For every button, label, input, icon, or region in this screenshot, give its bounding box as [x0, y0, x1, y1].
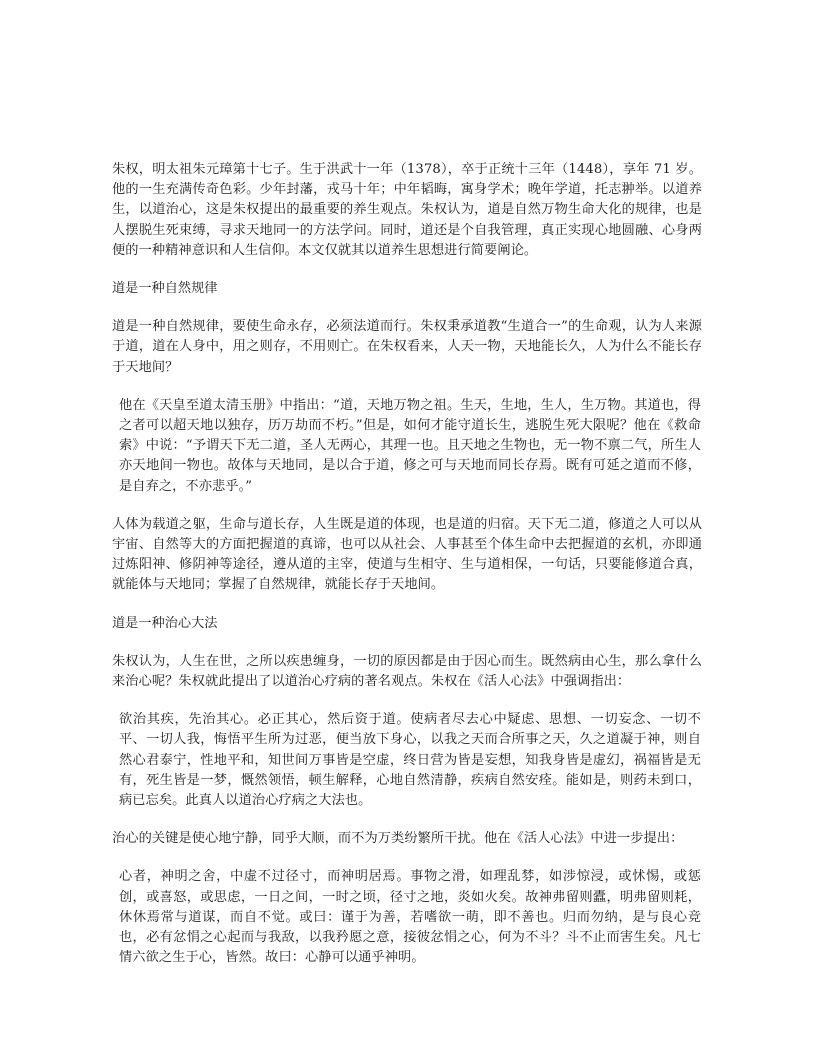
section-heading-heart-method: 道是一种治心大法	[112, 615, 218, 631]
paragraph-quote-yuce: 他在《天皇至道太清玉册》中指出：“道，天地万物之祖。生天，生地，生人，生万物。其道也，得之者可以超天地以独存，历万劫而不朽。”但是，如何才能守道长生，逃脱生死大限呢？他在《救命索》中说：“予谓天下无二道，圣人无两心，其理一也。且天地之生物也，无一物不禀二气，所生人亦天地间一物也。故体与天地同，是以合于道，修之可与天地而同长存焉。既有可延之道而不修，是自弃之，不亦悲乎。”	[119, 397, 701, 494]
paragraph-heart-cure: 朱权认为，人生在世，之所以疾患缠身，一切的原因都是由于因心而生。既然病由心生，那么拿什么来治心呢？朱权就此提出了以道治心疗病的著名观点。朱权在《活人心法》中强调指出：	[112, 653, 702, 690]
paragraph-key-quiet: 治心的关键是使心地宁静，同乎大顺，而不为万类纷繁所干扰。他在《活人心法》中进一步提出：	[112, 831, 684, 847]
paragraph-natural-law: 道是一种自然规律，要使生命永存，必须法道而行。朱权秉承道教“生道合一”的生命观，认为人来源于道，道在人身中，用之则存，不用则亡。在朱权看来，人天一物，天地能长久，人为什么不能长存于天地间？	[112, 319, 702, 375]
document-body	[112, 160, 702, 969]
paragraph-quote-heart: 心者，神明之舍，中虚不过径寸，而神明居焉。事物之滑，如理乱棼，如涉惊浸，或怵惕，或惩创，或喜怒，或思虑，一日之间，一时之顷，径寸之地，炎如火矣。故神弗留则蠹，明弗留则耗，休休焉常与道谋，而自不觉。或曰：谨于为善，若嗜欲一萌，即不善也。归而勿纳，是与良心竞也，必有忿悁之心起而与我敌，以我矜愿之意，接彼忿悁之心，何为不斗？斗不止而害生矣。凡七情六欲之生于心，皆然。故曰：心静可以通乎神明。	[119, 869, 701, 966]
paragraph-intro: 朱权，明太祖朱元璋第十七子。生于洪武十一年（1378），卒于正统十三年（1448），享年 71 岁。他的一生充满传奇色彩。少年封藩，戎马十年；中年韬晦，寓身学术；晚年学道，托志翀举。以道养生，以道治心，这是朱权提出的最重要的养生观点。朱权认为，道是自然万物生命大化的规律，也是人摆脱生死束缚，寻求天地同一的方法学问。同时，道还是个自我管理，真正实现心地圆融、心身两便的一种精神意识和人生信仰。本文仅就其以道养生思想进行简要阐论。	[112, 162, 702, 258]
paragraph-quote-cure: 欲治其疾，先治其心。必正其心，然后资于道。使病者尽去心中疑虑、思想、一切妄念、一切不平、一切人我，悔悟平生所为过恶，便当放下身心，以我之天而合所事之天，久之道凝于神，则自然心君泰宁，性地平和，知世间万事皆是空虚，终日营为皆是妄想，知我身皆是虚幻，祸福皆是无有，死生皆是一梦，慨然领悟，顿生解释，心地自然清静，疾病自然安痊。能如是，则药未到口，病已忘矣。此真人以道治心疗病之大法也。	[119, 712, 701, 809]
paragraph-body-vessel: 人体为载道之躯，生命与道长存，人生既是道的体现，也是道的归宿。天下无二道，修道之人可以从宇宙、自然等大的方面把握道的真谛，也可以从社会、人事甚至个体生命中去把握道的玄机，亦即通过炼阳神、修阴神等途径，遵从道的主宰，使道与生相守、生与道相保，一句话，只要能修道合真，就能体与天地同；掌握了自然规律，就能长存于天地间。	[112, 516, 702, 593]
section-heading-natural-law: 道是一种自然规律	[112, 281, 218, 297]
